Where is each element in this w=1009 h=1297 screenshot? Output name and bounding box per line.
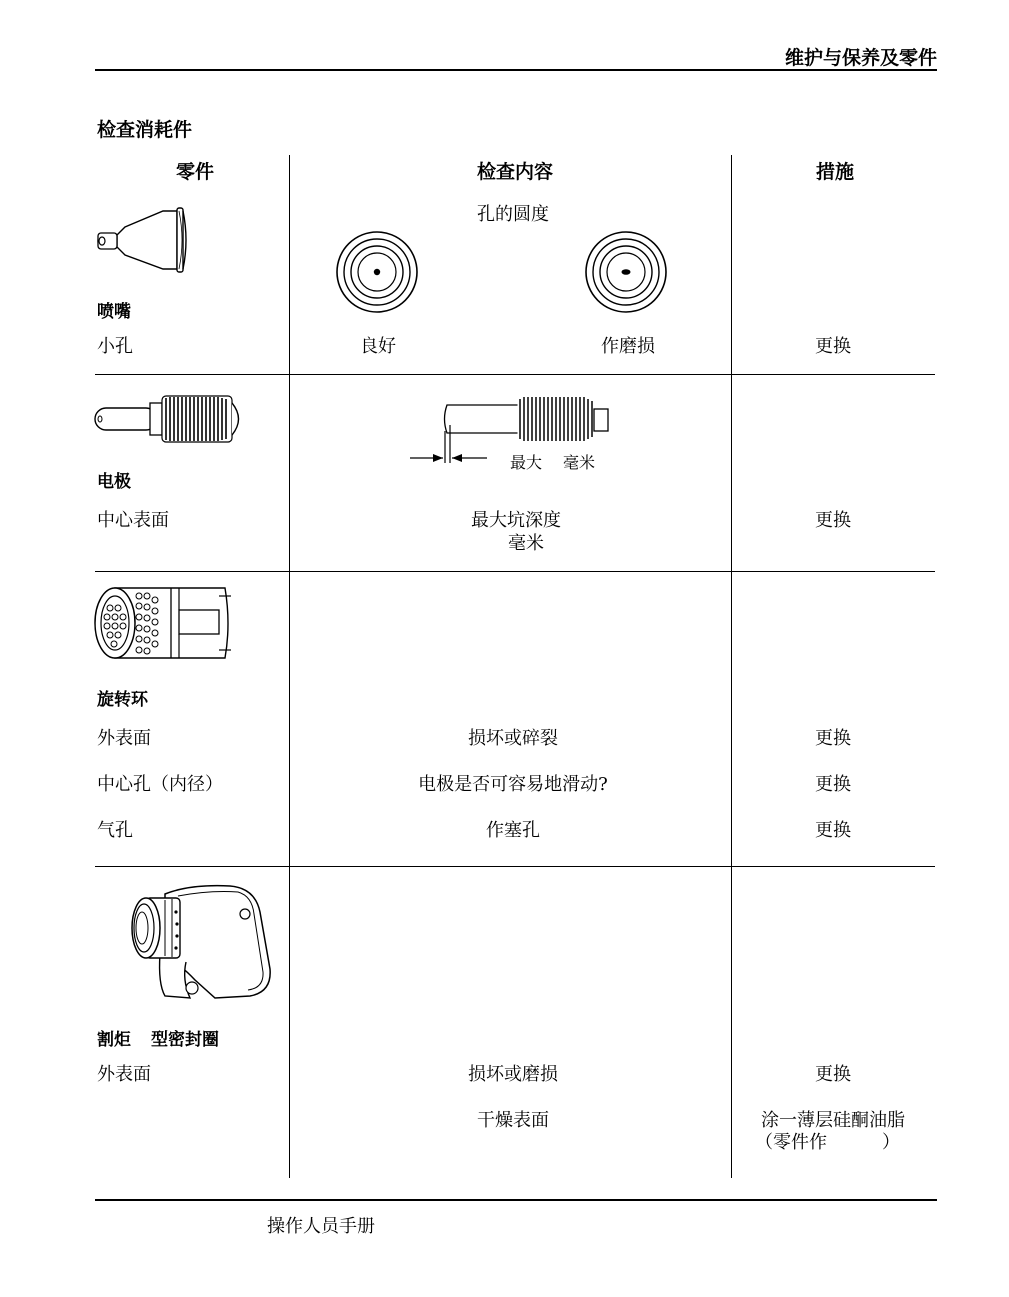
electrode-inspect-line2: 毫米 xyxy=(508,533,544,554)
column-divider-2 xyxy=(731,155,732,1178)
torch-name-part1: 割炬 xyxy=(97,1030,131,1050)
electrode-icon xyxy=(95,395,247,447)
swirl-ring-item-3: 气孔 xyxy=(97,820,133,841)
torch-action-2-line1: 涂一薄层硅酮油脂 xyxy=(761,1110,905,1131)
torch-action-2-line2: （零件作 xyxy=(755,1132,827,1153)
page-title: 检查消耗件 xyxy=(97,119,193,141)
torch-action-1: 更换 xyxy=(815,1064,851,1085)
torch-action-2-line3: ） xyxy=(882,1132,900,1153)
nozzle-action: 更换 xyxy=(815,336,851,357)
footer-manual-title: 操作人员手册 xyxy=(267,1216,375,1237)
header-rule xyxy=(95,69,937,71)
swirl-ring-icon xyxy=(93,586,237,662)
electrode-action: 更换 xyxy=(815,510,851,531)
nozzle-icon xyxy=(95,205,195,275)
torch-icon xyxy=(120,884,275,1002)
row-divider-3 xyxy=(95,866,935,867)
nozzle-name: 喷嘴 xyxy=(97,302,131,322)
torch-inspect-1: 损坏或磨损 xyxy=(468,1064,558,1085)
swirl-ring-inspect-3: 作塞孔 xyxy=(486,820,540,841)
swirl-ring-item-1: 外表面 xyxy=(97,728,151,749)
torch-name-part2: 型密封圈 xyxy=(151,1030,219,1050)
column-header-part: 零件 xyxy=(175,161,214,183)
electrode-name: 电极 xyxy=(97,472,131,492)
nozzle-diagram-label: 孔的圆度 xyxy=(477,204,549,225)
nozzle-orifice-worn-icon xyxy=(584,230,668,314)
row-divider-1 xyxy=(95,374,935,375)
electrode-check-item: 中心表面 xyxy=(97,510,169,531)
swirl-ring-inspect-1: 损坏或碎裂 xyxy=(468,728,558,749)
electrode-diagram-unit-label: 毫米 xyxy=(563,453,596,472)
column-header-inspect: 检查内容 xyxy=(476,161,553,183)
row-divider-2 xyxy=(95,571,935,572)
swirl-ring-name: 旋转环 xyxy=(97,690,148,710)
electrode-diagram-max-label: 最大 xyxy=(510,453,543,472)
swirl-ring-action-1: 更换 xyxy=(815,728,851,749)
torch-inspect-2: 干燥表面 xyxy=(477,1110,549,1131)
torch-item-1: 外表面 xyxy=(97,1064,151,1085)
swirl-ring-inspect-2: 电极是否可容易地滑动? xyxy=(418,774,608,795)
footer-rule xyxy=(95,1199,937,1201)
column-divider-1 xyxy=(289,155,290,1178)
electrode-inspect-line1: 最大坑深度 xyxy=(471,510,561,531)
swirl-ring-item-2: 中心孔（内径） xyxy=(97,774,223,795)
swirl-ring-action-2: 更换 xyxy=(815,774,851,795)
nozzle-good-label: 良好 xyxy=(360,336,396,357)
section-title: 维护与保养及零件 xyxy=(784,47,937,69)
nozzle-orifice-good-icon xyxy=(335,230,419,314)
swirl-ring-action-3: 更换 xyxy=(815,820,851,841)
nozzle-check-item: 小孔 xyxy=(97,336,133,357)
nozzle-worn-label: 作磨损 xyxy=(601,336,655,357)
column-header-action: 措施 xyxy=(815,161,854,183)
